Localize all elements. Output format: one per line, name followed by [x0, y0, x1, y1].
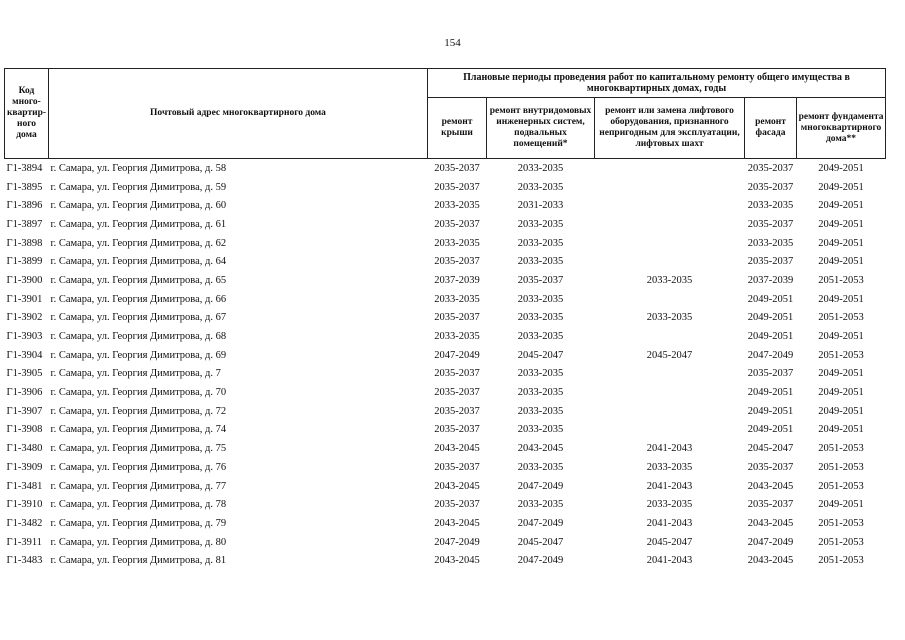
cell-address: г. Самара, ул. Георгия Димитрова, д. 81	[50, 555, 227, 567]
cell-foundation: 2051-2053	[818, 443, 864, 455]
cell-elevator	[595, 290, 745, 309]
cell-code: Г1-3904	[6, 349, 43, 361]
cell-address: г. Самара, ул. Георгия Димитрова, д. 69	[50, 349, 227, 361]
cell-engineering: 2033-2035	[517, 181, 564, 193]
cell-roof: 2047-2049	[434, 349, 480, 361]
cell-facade: 2035-2037	[747, 162, 794, 174]
cell-code: Г1-3902	[6, 312, 43, 324]
cell-address: г. Самара, ул. Георгия Димитрова, д. 75	[50, 443, 227, 455]
cell-engineering: 2047-2049	[517, 517, 564, 529]
table-row	[5, 290, 886, 309]
cell-code: Г1-3907	[6, 405, 43, 417]
header-code: Код много-квартир-ного дома	[5, 69, 49, 159]
cell-foundation: 2049-2051	[818, 293, 864, 305]
cell-engineering: 2033-2035	[517, 256, 564, 268]
cell-address: г. Самара, ул. Георгия Димитрова, д. 80	[50, 536, 227, 548]
table-row	[5, 346, 886, 365]
cell-code: Г1-3910	[6, 499, 43, 511]
cell-address: г. Самара, ул. Георгия Димитрова, д. 77	[50, 480, 227, 492]
cell-facade: 2033-2035	[747, 200, 794, 212]
cell-elevator: 2041-2043	[646, 443, 693, 455]
table-body	[5, 159, 886, 571]
cell-address: г. Самара, ул. Георгия Димитрова, д. 65	[50, 274, 227, 286]
cell-foundation: 2049-2051	[818, 331, 864, 343]
cell-roof: 2043-2045	[434, 517, 480, 529]
cell-elevator: 2041-2043	[646, 555, 693, 567]
cell-facade: 2045-2047	[747, 443, 794, 455]
cell-roof: 2033-2035	[434, 237, 480, 249]
cell-roof: 2037-2039	[434, 274, 480, 286]
cell-facade: 2043-2045	[747, 555, 794, 567]
cell-foundation: 2051-2053	[818, 555, 864, 567]
table-row	[5, 178, 886, 197]
table-row	[5, 252, 886, 271]
cell-address: г. Самара, ул. Георгия Димитрова, д. 79	[50, 517, 227, 529]
table-row	[5, 551, 886, 570]
table-row	[5, 309, 886, 328]
cell-roof: 2035-2037	[434, 461, 480, 473]
table-row	[5, 533, 886, 552]
cell-address: г. Самара, ул. Георгия Димитрова, д. 78	[50, 499, 227, 511]
cell-foundation: 2049-2051	[818, 162, 864, 174]
table-row	[5, 196, 886, 215]
cell-code: Г1-3481	[6, 480, 43, 492]
cell-foundation: 2051-2053	[818, 517, 864, 529]
cell-facade: 2047-2049	[747, 349, 794, 361]
cell-elevator	[595, 196, 745, 215]
cell-address: г. Самара, ул. Георгия Димитрова, д. 68	[50, 331, 227, 343]
cell-address: г. Самара, ул. Георгия Димитрова, д. 7	[50, 368, 221, 380]
cell-foundation: 2049-2051	[818, 237, 864, 249]
cell-address: г. Самара, ул. Георгия Димитрова, д. 66	[50, 293, 227, 305]
cell-roof: 2035-2037	[434, 387, 480, 399]
cell-foundation: 2049-2051	[818, 256, 864, 268]
cell-elevator	[595, 383, 745, 402]
cell-foundation: 2051-2053	[818, 461, 864, 473]
table-row	[5, 402, 886, 421]
cell-engineering: 2033-2035	[517, 424, 564, 436]
cell-code: Г1-3908	[6, 424, 43, 436]
cell-address: г. Самара, ул. Георгия Димитрова, д. 59	[50, 181, 227, 193]
table-row	[5, 271, 886, 290]
cell-address: г. Самара, ул. Георгия Димитрова, д. 58	[50, 162, 227, 174]
cell-roof: 2043-2045	[434, 443, 480, 455]
cell-address: г. Самара, ул. Георгия Димитрова, д. 72	[50, 405, 227, 417]
cell-foundation: 2049-2051	[818, 368, 864, 380]
cell-facade: 2035-2037	[747, 256, 794, 268]
cell-code: Г1-3897	[6, 218, 43, 230]
cell-engineering: 2045-2047	[517, 536, 564, 548]
cell-engineering: 2043-2045	[517, 443, 564, 455]
cell-facade: 2049-2051	[747, 424, 794, 436]
cell-foundation: 2049-2051	[818, 218, 864, 230]
cell-roof: 2035-2037	[434, 312, 480, 324]
cell-facade: 2047-2049	[747, 536, 794, 548]
cell-address: г. Самара, ул. Георгия Димитрова, д. 67	[50, 312, 227, 324]
cell-foundation: 2051-2053	[818, 274, 864, 286]
cell-address: г. Самара, ул. Георгия Димитрова, д. 62	[50, 237, 227, 249]
cell-engineering: 2033-2035	[517, 162, 564, 174]
cell-code: Г1-3911	[6, 536, 42, 548]
cell-engineering: 2047-2049	[517, 555, 564, 567]
cell-code: Г1-3483	[6, 555, 43, 567]
cell-facade: 2035-2037	[747, 368, 794, 380]
capital-repair-table	[4, 68, 886, 570]
cell-elevator: 2045-2047	[646, 349, 693, 361]
cell-facade: 2037-2039	[747, 274, 794, 286]
cell-code: Г1-3896	[6, 200, 43, 212]
cell-facade: 2035-2037	[747, 461, 794, 473]
cell-foundation: 2049-2051	[818, 200, 864, 212]
cell-foundation: 2051-2053	[818, 312, 864, 324]
cell-elevator: 2045-2047	[646, 536, 693, 548]
cell-roof: 2043-2045	[434, 555, 480, 567]
cell-engineering: 2035-2037	[517, 274, 564, 286]
cell-elevator: 2041-2043	[646, 480, 693, 492]
cell-engineering: 2033-2035	[517, 312, 564, 324]
table-row	[5, 458, 886, 477]
cell-engineering: 2033-2035	[517, 461, 564, 473]
cell-roof: 2035-2037	[434, 181, 480, 193]
table-row	[5, 215, 886, 234]
cell-facade: 2049-2051	[747, 405, 794, 417]
cell-elevator	[595, 252, 745, 271]
table-row	[5, 495, 886, 514]
cell-facade: 2043-2045	[747, 517, 794, 529]
cell-roof: 2035-2037	[434, 218, 480, 230]
cell-address: г. Самара, ул. Георгия Димитрова, д. 76	[50, 461, 227, 473]
cell-code: Г1-3903	[6, 331, 43, 343]
cell-code: Г1-3899	[6, 256, 43, 268]
cell-elevator	[595, 234, 745, 253]
table-row	[5, 234, 886, 253]
cell-roof: 2033-2035	[434, 293, 480, 305]
page-number: 154	[444, 37, 461, 49]
cell-foundation: 2049-2051	[818, 181, 864, 193]
cell-elevator: 2033-2035	[646, 274, 693, 286]
cell-elevator: 2033-2035	[646, 312, 693, 324]
cell-elevator	[595, 402, 745, 421]
table-row	[5, 383, 886, 402]
cell-code: Г1-3480	[6, 443, 43, 455]
cell-engineering: 2031-2033	[517, 200, 564, 212]
cell-roof: 2035-2037	[434, 405, 480, 417]
cell-code: Г1-3895	[6, 181, 43, 193]
cell-engineering: 2033-2035	[517, 499, 564, 511]
cell-roof: 2047-2049	[434, 536, 480, 548]
header-roof: ремонт крыши	[428, 98, 487, 159]
cell-elevator	[595, 365, 745, 384]
cell-engineering: 2033-2035	[517, 218, 564, 230]
cell-code: Г1-3482	[6, 517, 43, 529]
table-row	[5, 365, 886, 384]
cell-facade: 2043-2045	[747, 480, 794, 492]
cell-elevator	[595, 178, 745, 197]
table-header	[5, 69, 886, 159]
cell-roof: 2035-2037	[434, 424, 480, 436]
table-row	[5, 421, 886, 440]
cell-roof: 2035-2037	[434, 499, 480, 511]
table-row	[5, 159, 886, 178]
cell-foundation: 2051-2053	[818, 480, 864, 492]
cell-code: Г1-3898	[6, 237, 43, 249]
cell-facade: 2049-2051	[747, 293, 794, 305]
cell-code: Г1-3905	[6, 368, 43, 380]
cell-engineering: 2033-2035	[517, 387, 564, 399]
cell-foundation: 2049-2051	[818, 499, 864, 511]
cell-foundation: 2051-2053	[818, 349, 864, 361]
cell-elevator: 2033-2035	[646, 499, 693, 511]
cell-facade: 2035-2037	[747, 181, 794, 193]
cell-engineering: 2033-2035	[517, 331, 564, 343]
cell-elevator: 2033-2035	[646, 461, 693, 473]
cell-roof: 2033-2035	[434, 331, 480, 343]
cell-code: Г1-3894	[6, 162, 43, 174]
cell-code: Г1-3909	[6, 461, 43, 473]
cell-roof: 2035-2037	[434, 256, 480, 268]
cell-facade: 2049-2051	[747, 312, 794, 324]
cell-engineering: 2033-2035	[517, 237, 564, 249]
cell-elevator	[595, 327, 745, 346]
header-engineering: ремонт внутридомовых инженерных систем, подвальных помещений*	[487, 98, 595, 159]
table-row	[5, 514, 886, 533]
cell-facade: 2033-2035	[747, 237, 794, 249]
cell-code: Г1-3906	[6, 387, 43, 399]
cell-foundation: 2051-2053	[818, 536, 864, 548]
table-row	[5, 477, 886, 496]
cell-foundation: 2049-2051	[818, 405, 864, 417]
header-facade: ремонт фасада	[745, 98, 797, 159]
cell-engineering: 2033-2035	[517, 293, 564, 305]
table-row	[5, 327, 886, 346]
cell-facade: 2035-2037	[747, 218, 794, 230]
cell-roof: 2033-2035	[434, 200, 480, 212]
cell-code: Г1-3901	[6, 293, 43, 305]
cell-roof: 2043-2045	[434, 480, 480, 492]
header-elevator: ремонт или замена лифтового оборудования, признанного непригодным для эксплуатации, лифтовых шахт	[595, 98, 745, 159]
cell-engineering: 2045-2047	[517, 349, 564, 361]
cell-facade: 2049-2051	[747, 331, 794, 343]
cell-elevator	[595, 421, 745, 440]
cell-foundation: 2049-2051	[818, 387, 864, 399]
cell-address: г. Самара, ул. Георгия Димитрова, д. 61	[50, 218, 227, 230]
header-planned-periods: Плановые периоды проведения работ по капитальному ремонту общего имущества в многоквартирных домах, годы	[428, 69, 886, 98]
cell-address: г. Самара, ул. Георгия Димитрова, д. 74	[50, 424, 227, 436]
cell-facade: 2035-2037	[747, 499, 794, 511]
cell-engineering: 2047-2049	[517, 480, 564, 492]
cell-elevator	[595, 215, 745, 234]
cell-address: г. Самара, ул. Георгия Димитрова, д. 64	[50, 256, 227, 268]
header-address: Почтовый адрес многоквартирного дома	[49, 69, 428, 159]
cell-foundation: 2049-2051	[818, 424, 864, 436]
cell-engineering: 2033-2035	[517, 368, 564, 380]
header-foundation: ремонт фундамента многоквартирного дома**	[797, 98, 886, 159]
cell-elevator	[595, 159, 745, 178]
cell-facade: 2049-2051	[747, 387, 794, 399]
cell-code: Г1-3900	[6, 274, 43, 286]
cell-roof: 2035-2037	[434, 162, 480, 174]
cell-engineering: 2033-2035	[517, 405, 564, 417]
cell-address: г. Самара, ул. Георгия Димитрова, д. 70	[50, 387, 227, 399]
cell-roof: 2035-2037	[434, 368, 480, 380]
cell-elevator: 2041-2043	[646, 517, 693, 529]
cell-address: г. Самара, ул. Георгия Димитрова, д. 60	[50, 200, 227, 212]
table-row	[5, 439, 886, 458]
